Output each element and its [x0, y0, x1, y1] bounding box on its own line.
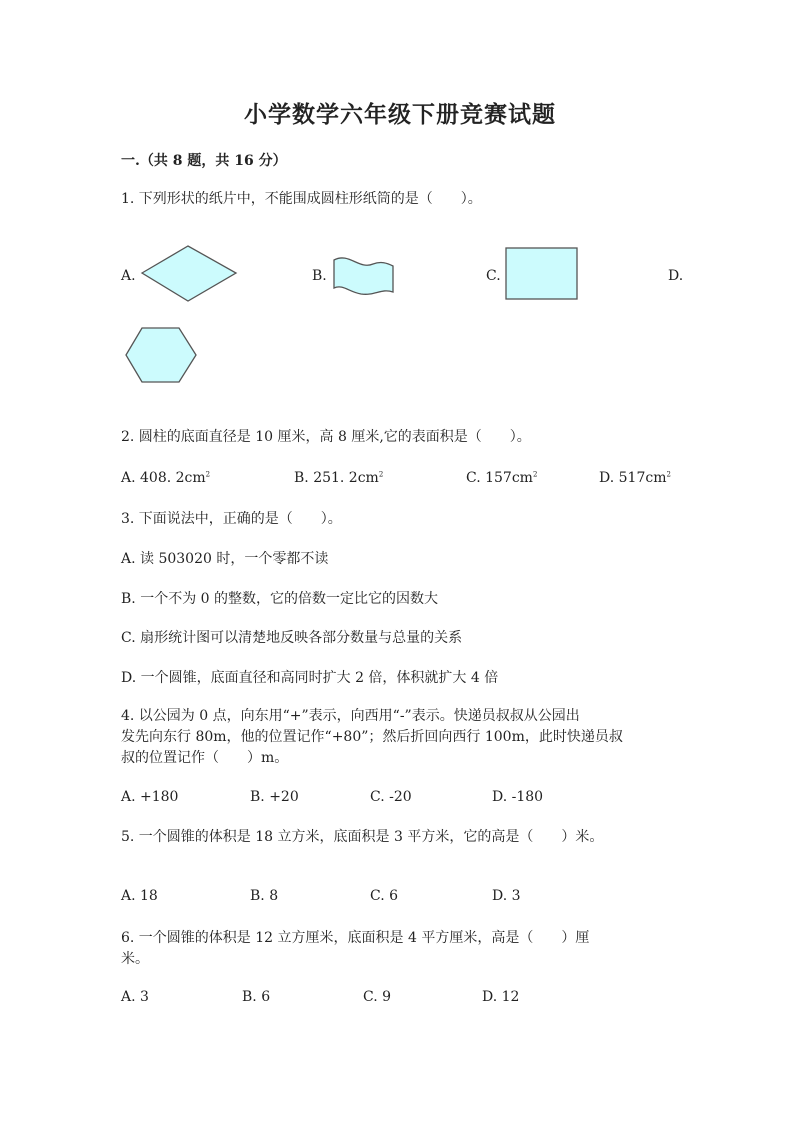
q2-option-b: B. 251. $2cm^2$: [294, 470, 384, 486]
section-heading: 一.（共 8 题，共 16 分）: [121, 153, 287, 169]
question-1: 1. 下列形状的纸片中，不能围成圆柱形纸筒的是（ ）。: [121, 191, 482, 207]
q1-option-b: B.: [312, 268, 327, 284]
rectangle-icon: [504, 246, 580, 302]
question-6-line-2: 米。: [121, 951, 149, 967]
q4-option-d: D. -180: [492, 789, 544, 805]
rhombus-icon: [140, 244, 240, 304]
q6-option-b: B. 6: [242, 989, 271, 1005]
question-4-line-1: 4. 以公园为 0 点，向东用“+”表示，向西用“-”表示。快递员叔叔从公园出: [121, 708, 580, 724]
q1-option-d: D.: [668, 268, 684, 284]
q3-option-b: B. 一个不为 0 的整数，它的倍数一定比它的因数大: [121, 591, 438, 607]
hexagon-icon: [124, 326, 200, 386]
question-2: 2. 圆柱的底面直径是 10 厘米，高 8 厘米,它的表面积是（ ）。: [121, 429, 531, 445]
q1-option-c: C.: [486, 268, 501, 284]
page-title: 小学数学六年级下册竞赛试题: [244, 101, 556, 128]
question-4-line-2: 发先向东行 80m，他的位置记作“+80”；然后折回向西行 100m，此时快递员叔: [121, 729, 623, 745]
q5-option-b: B. 8: [250, 888, 279, 904]
q2-option-a: A. 408. $2cm^2$: [121, 470, 211, 486]
question-3: 3. 下面说法中，正确的是（ ）。: [121, 511, 342, 527]
q5-option-a: A. 18: [121, 888, 158, 904]
q6-option-a: A. 3: [121, 989, 149, 1005]
wavy-rectangle-icon: [331, 254, 397, 300]
q6-option-c: C. 9: [363, 989, 392, 1005]
q5-option-c: C. 6: [370, 888, 399, 904]
q5-option-d: D. 3: [492, 888, 521, 904]
question-5: 5. 一个圆锥的体积是 18 立方米，底面积是 3 平方米，它的高是（ ）米。: [121, 829, 604, 845]
q3-option-c: C. 扇形统计图可以清楚地反映各部分数量与总量的关系: [121, 630, 463, 646]
q4-option-c: C. -20: [370, 789, 412, 805]
q4-option-b: B. +20: [250, 789, 299, 805]
question-6-line-1: 6. 一个圆锥的体积是 12 立方厘米，底面积是 4 平方厘米，高是（ ）厘: [121, 930, 590, 946]
q3-option-d: D. 一个圆锥，底面直径和高同时扩大 2 倍，体积就扩大 4 倍: [121, 670, 499, 686]
q4-option-a: A. +180: [121, 789, 179, 805]
question-4-line-3: 叔的位置记作（ ）m。: [121, 750, 289, 766]
q2-option-d: D. $517cm^2$: [599, 470, 671, 486]
q2-option-c: C. $157cm^2$: [466, 470, 538, 486]
q1-option-a: A.: [121, 268, 136, 284]
q3-option-a: A. 读 503020 时，一个零都不读: [121, 551, 329, 567]
q6-option-d: D. 12: [482, 989, 520, 1005]
